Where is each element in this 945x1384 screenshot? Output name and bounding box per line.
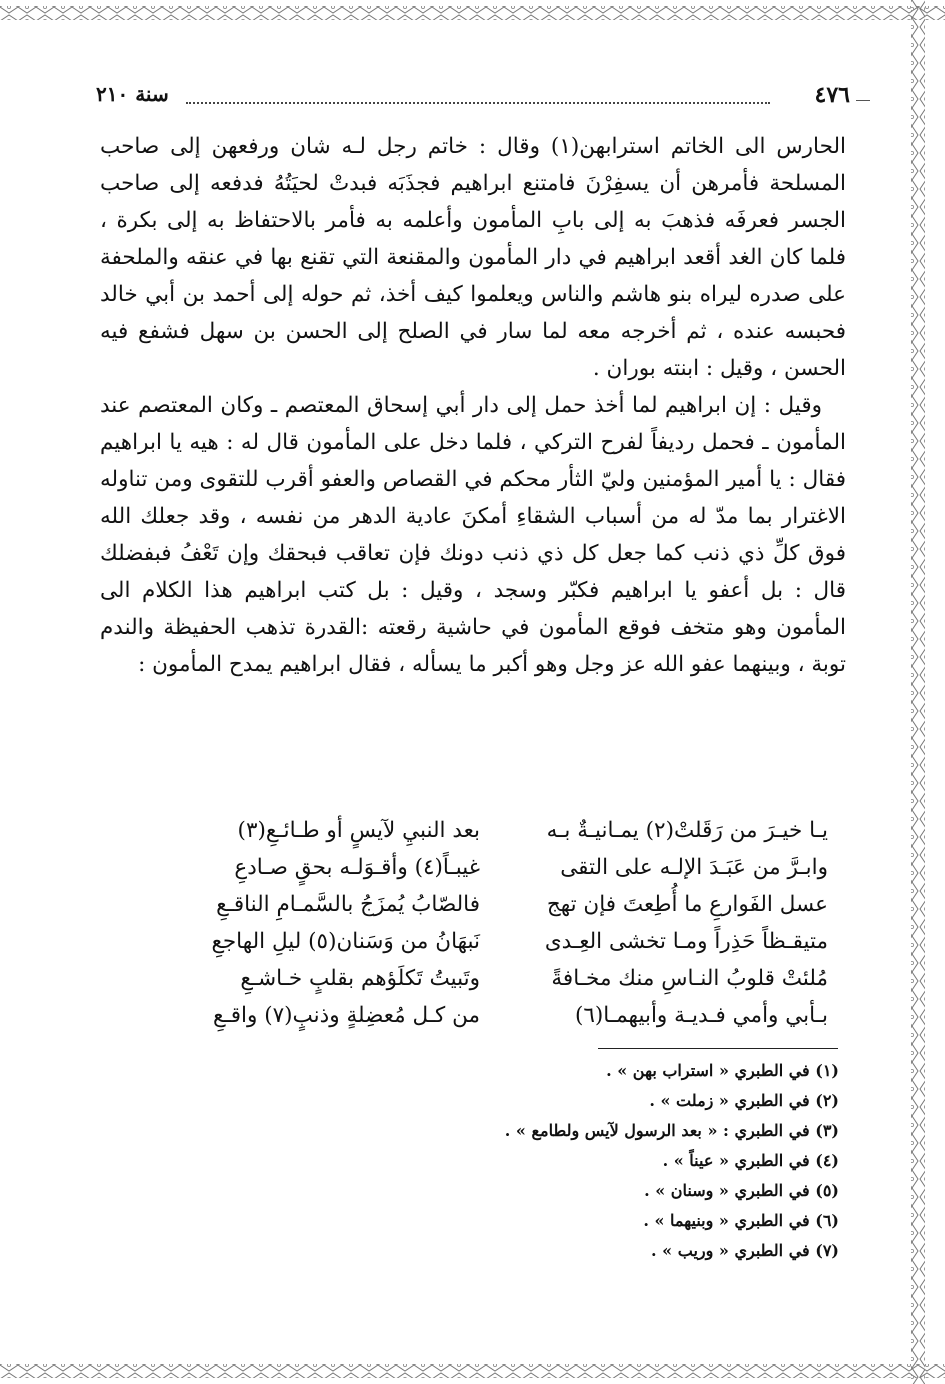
poem xyxy=(150,812,846,1034)
footnote: (٣) في الطبري : « بعد الرسول لآيس ولطامع » . xyxy=(504,1121,839,1140)
year-label: سنة ٢١٠ xyxy=(96,82,169,106)
bottom-ornamental-border xyxy=(0,1358,945,1384)
verse-second-hemistich: من كـل مُعضِلةٍ وذنبٍ(٧) واقـعِ xyxy=(213,1003,480,1028)
main-text xyxy=(100,128,846,683)
paragraph: وقيل : إن ابراهيم لما أخذ حمل إلى دار أبي إسحاق المعتصم ـ وكان المعتصم عند المأمون ـ فحمل رديفاً لفرح التركي ، فلما دخل على المأمون قال له : هيه يا ابراهيم فقال : يا أمير المؤمنين وليّ الثأر محكم في القصاص والعفو أقرب للتقوى ومن تناوله الاغترار بما مدّ له من أسباب الشقاءِ أمكنَ عادية الدهر من نفسه ، وقد جعلك الله فوق كلِّ ذي ذنب كما جعل كل ذي ذنب دونك فإن تعاقب فبحقك وإن تَعْفُ فبفضلك قال : بل أعفو يا ابراهيم فكبّر وسجد ، وقيل : بل كتب ابراهيم هذا الكلام الى المأمون وهو متخف فوقع المأمون في حاشية رقعته :القدرة تذهب الحفيظة والندم توبة ، وبينهما عفو الله عز وجل وهو أكبر ما يسأله ، فقال ابراهيم يمدح المأمون : xyxy=(100,393,846,677)
poem-verse xyxy=(150,886,846,923)
verse-first-hemistich: متيقـظاً حَذِراً ومـا تخشى العِـدى xyxy=(544,929,828,954)
right-ornamental-border xyxy=(905,0,931,1384)
verse-first-hemistich: عسل الفَوارعِ ما أُطِعتَ فإن تهج xyxy=(546,892,828,917)
poem-verse xyxy=(150,849,846,886)
footnote: (٤) في الطبري « عيناً » . xyxy=(662,1151,839,1170)
verse-second-hemistich: وتَبيتُ تَكلَؤهم بقلبٍ خـاشـعِ xyxy=(240,966,480,991)
footnote-separator xyxy=(598,1048,838,1049)
footnote: (١) في الطبري « استراب بهن » . xyxy=(606,1061,839,1080)
verse-first-hemistich: مُلئتْ قلوبُ النـاسِ منك مخـافةً xyxy=(551,966,828,991)
verse-first-hemistich: بـأبي وأمي فـديـة وأبيهمـا(٦) xyxy=(574,1003,828,1028)
paragraph: الحارس الى الخاتم استرابهن(١) وقال : خاتم رجل لـه شان ورفعهن إلى صاحب المسلحة فأمرهن أن يسفِرْنَ فامتنع ابراهيم فجذَبَه فبدتْ لحيَتُهُ فدفعه إلى صاحب الجسر فعرفَه فذهبَ به إلى بابِ المأمون وأعلمه به فأمر بالاحتفاظ به إلى بكرة ، فلما كان الغد أقعد ابراهيم في دار المأمون والمقنعة التي تقنع بها في عنقه والملحفة على صدره ليراه بنو هاشم والناس ويعلموا كيف أخذ، ثم حوله إلى أحمد بن أبي خالد فحبسه عنده ، ثم أخرجه معه لما سار في الصلح إلى الحسن بن سهل فشفع فيه الحسن ، وقيل : ابنته بوران . xyxy=(100,134,846,381)
running-header xyxy=(96,82,850,114)
footnote: (٥) في الطبري « وسنان » . xyxy=(644,1181,839,1200)
page-number: ٤٧٦ xyxy=(814,82,850,108)
top-ornamental-border xyxy=(0,0,945,26)
verse-first-hemistich: وابـرَّ من عَبَـدَ الإلـه على التقى xyxy=(560,855,828,880)
poem-verse xyxy=(150,923,846,960)
footnotes xyxy=(339,1056,839,1266)
footnote: (٧) في الطبري « وريب » . xyxy=(651,1241,839,1260)
poem-verse xyxy=(150,997,846,1034)
verse-second-hemistich: نَبهَانُ من وَسَنان(٥) ليلِ الهاجعِ xyxy=(211,929,480,954)
verse-second-hemistich: غيبـاً(٤) وأقـوَلـه بحقٍ صـادعِ xyxy=(234,855,480,880)
header-dotted-leader xyxy=(186,102,770,104)
poem-verse xyxy=(150,812,846,849)
header-rule xyxy=(856,100,870,101)
verse-first-hemistich: يـا خيـرَ من رَقَلتْ(٢) يمـانيـةٌ بـه xyxy=(546,818,828,843)
poem-verse xyxy=(150,960,846,997)
verse-second-hemistich: فالصّابُ يُمزَجُ بالسَّمـامِ الناقـعِ xyxy=(216,892,480,917)
footnote: (٢) في الطبري « زملت » . xyxy=(649,1091,839,1110)
footnote: (٦) في الطبري « وبنيهما » . xyxy=(643,1211,839,1230)
verse-second-hemistich: بعد النبيِ لآيسٍ أو طـائـعِ(٣) xyxy=(237,818,480,843)
